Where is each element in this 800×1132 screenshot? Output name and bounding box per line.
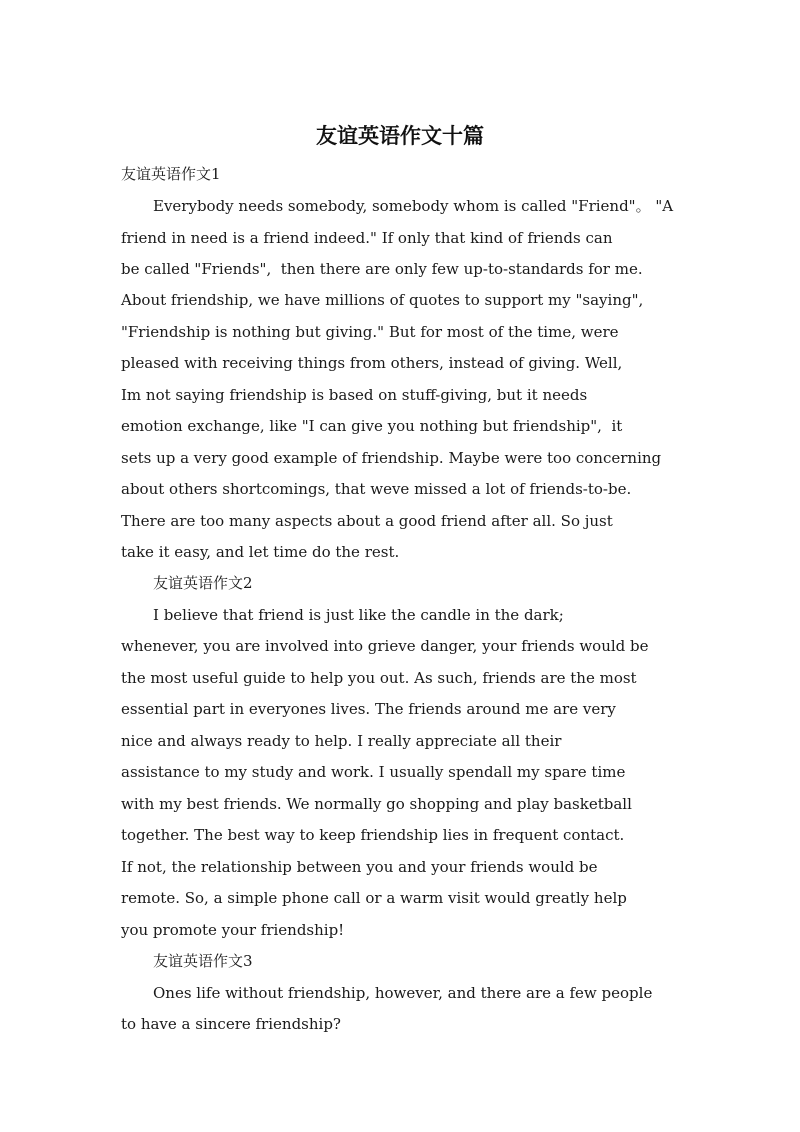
paragraph-line: you promote your friendship! bbox=[121, 921, 345, 939]
paragraph-line: be called "Friends", then there are only few up-to-standards for me. bbox=[121, 260, 643, 278]
paragraph-line: whenever, you are involved into grieve danger, your friends would be bbox=[121, 637, 649, 655]
paragraph-line: I believe that friend is just like the candle in the dark; bbox=[153, 606, 564, 624]
paragraph-line: to have a sincere friendship? bbox=[121, 1015, 341, 1033]
paragraph-line: There are too many aspects about a good friend after all. So just bbox=[121, 512, 613, 530]
paragraph-line: together. The best way to keep friendship lies in frequent contact. bbox=[121, 826, 625, 844]
paragraph-line: "Friendship is nothing but giving." But for most of the time, were bbox=[121, 323, 619, 341]
paragraph-line: friend in need is a friend indeed." If only that kind of friends can bbox=[121, 229, 613, 247]
paragraph-line: with my best friends. We normally go shopping and play basketball bbox=[121, 795, 632, 813]
paragraph-line: Everybody needs somebody, somebody whom is called "Friend"。 "A bbox=[153, 197, 674, 215]
section-heading-3: 友谊英语作文3 bbox=[153, 952, 253, 970]
section-heading-2: 友谊英语作文2 bbox=[153, 574, 253, 592]
document-title: 友谊英语作文十篇 bbox=[316, 124, 484, 148]
paragraph-line: If not, the relationship between you and your friends would be bbox=[121, 858, 598, 876]
paragraph-line: take it easy, and let time do the rest. bbox=[121, 543, 400, 561]
paragraph-line: pleased with receiving things from others, instead of giving. Well, bbox=[121, 354, 623, 372]
section-heading-1: 友谊英语作文1 bbox=[121, 165, 221, 183]
paragraph-line: Im not saying friendship is based on stuff-giving, but it needs bbox=[121, 386, 588, 404]
paragraph-line: About friendship, we have millions of quotes to support my "saying", bbox=[121, 291, 644, 309]
paragraph-line: emotion exchange, like "I can give you nothing but friendship", it bbox=[121, 417, 623, 435]
paragraph-line: about others shortcomings, that weve missed a lot of friends-to-be. bbox=[121, 480, 632, 498]
paragraph-line: remote. So, a simple phone call or a warm visit would greatly help bbox=[121, 889, 627, 907]
paragraph-line: the most useful guide to help you out. As such, friends are the most bbox=[121, 669, 637, 687]
paragraph-line: Ones life without friendship, however, and there are a few people bbox=[153, 984, 653, 1002]
paragraph-line: essential part in everyones lives. The friends around me are very bbox=[121, 700, 616, 718]
paragraph-line: assistance to my study and work. I usually spendall my spare time bbox=[121, 763, 626, 781]
paragraph-line: sets up a very good example of friendship. Maybe were too concerning bbox=[121, 449, 662, 467]
paragraph-line: nice and always ready to help. I really appreciate all their bbox=[121, 732, 562, 750]
